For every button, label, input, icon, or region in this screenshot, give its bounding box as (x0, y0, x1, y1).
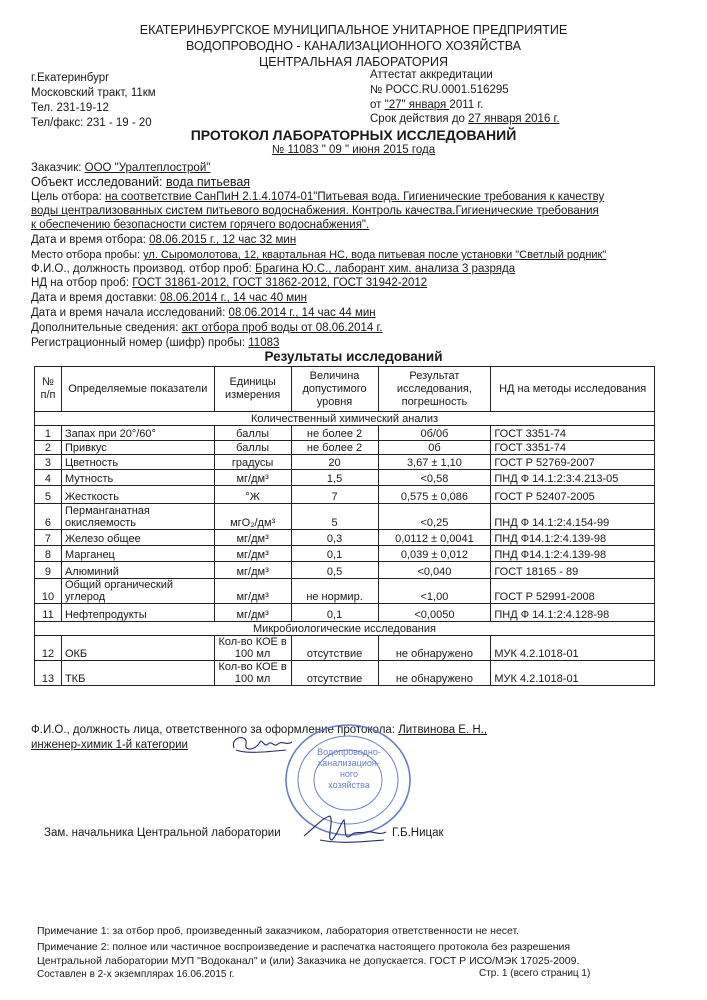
accreditation-date-year: 2011 г. (449, 99, 484, 111)
sample-datetime-label: Дата и время отбора: (31, 234, 150, 246)
indicator-name: Жесткость (61, 486, 214, 504)
results-title: Результаты исследований (264, 349, 443, 364)
row-number: 7 (35, 530, 62, 546)
column-header: Определяемые показатели (61, 367, 214, 412)
customer-value: ООО "Уралтеплострой" (84, 162, 211, 174)
field-registration (31, 336, 279, 350)
column-header: Результат исследования, погрешность (378, 367, 491, 412)
row-number: 4 (35, 470, 62, 486)
indicator-name: Запах при 20°/60° (61, 426, 214, 441)
field-extra (31, 321, 382, 335)
indicator-name: Железо общее (61, 530, 214, 546)
unit-cell: мгО₂/дм³ (214, 504, 291, 530)
method-cell: ГОСТ 3351-74 (491, 441, 655, 455)
limit-cell: не более 2 (291, 426, 378, 441)
accreditation-date-day: "27" (384, 99, 406, 111)
indicator-name: Мутность (61, 470, 214, 486)
org-name-line-3: ЦЕНТРАЛЬНАЯ ЛАБОРАТОРИЯ (259, 55, 448, 69)
unit-cell: мг/дм³ (214, 562, 291, 579)
copies-note: Составлен в 2-х экземплярах 16.06.2015 г. (37, 969, 235, 980)
address-fax: Тел/факс: 231 - 19 - 20 (31, 117, 152, 129)
result-cell: 0б/0б (378, 426, 491, 441)
section-row (35, 622, 655, 636)
method-cell: ГОСТ Р 52991-2008 (491, 579, 655, 604)
extra-value: акт отбора проб воды от 08.06.2014 г. (181, 322, 383, 334)
org-name-line-1: ЕКАТЕРИНБУРГСКОЕ МУНИЦИПАЛЬНОЕ УНИТАРНОЕ ПРЕДПРИЯТИЕ (139, 23, 568, 37)
field-customer (31, 161, 210, 175)
accreditation-validity (370, 112, 560, 126)
unit-cell: баллы (214, 426, 291, 441)
field-start (31, 306, 376, 320)
table-row (35, 661, 655, 686)
indicator-name: Нефтепродукты (61, 604, 214, 622)
registration-value: 11083 (248, 337, 280, 349)
stamp-line-3: ного (339, 769, 359, 779)
indicator-name: ОКБ (61, 636, 214, 661)
sampler-label: Ф.И.О., должность производ. отбор проб: (31, 263, 256, 275)
method-cell: МУК 4.2.1018-01 (491, 636, 655, 661)
protocol-number: № 11083 " 09 " июня 2015 года (271, 144, 436, 156)
table-header-row (35, 367, 655, 412)
result-cell: <0,58 (378, 470, 491, 486)
result-cell: 0б (378, 441, 491, 455)
note-1: Примечание 1: за отбор проб, произведенный заказчиком, лаборатория ответственности не несет. (37, 925, 520, 937)
field-delivery (31, 291, 307, 305)
nd-label: НД на отбор проб: (31, 277, 133, 289)
result-cell: <0,0050 (378, 604, 491, 622)
table-row (35, 636, 655, 661)
field-object (31, 175, 250, 189)
customer-label: Заказчик: (31, 162, 85, 174)
page-number: Стр. 1 (всего страниц 1) (479, 968, 591, 979)
section-row (35, 412, 655, 426)
method-cell: ПНД Ф 14.1:2:4.128-98 (491, 604, 655, 622)
row-number: 5 (35, 486, 62, 504)
purpose-label: Цель отбора: (31, 191, 105, 203)
start-value: 08.06.2014 г., 14 час 44 мин (228, 307, 376, 319)
limit-cell: 0,1 (291, 546, 378, 562)
limit-cell: 0,5 (291, 562, 378, 579)
table-row (35, 441, 655, 455)
row-number: 13 (35, 661, 62, 686)
method-cell: ПНД Ф 14.1:2:4.154-99 (491, 504, 655, 530)
validity-value: 27 января 2016 г. (468, 113, 560, 125)
accreditation-number: № РОСС.RU.0001.516295 (370, 84, 509, 96)
field-purpose (31, 190, 604, 204)
row-number: 12 (35, 636, 62, 661)
method-cell: ГОСТ Р 52769-2007 (491, 455, 655, 470)
unit-cell: Кол-во КОЕ в 100 мл (214, 636, 291, 661)
field-nd (31, 276, 427, 290)
stamp-line-4: хозяйства (328, 780, 370, 790)
nd-value: ГОСТ 31861-2012, ГОСТ 31862-2012, ГОСТ 31942-2012 (132, 277, 428, 289)
method-cell: ПНД Ф14.1:2:4.139-98 (491, 530, 655, 546)
limit-cell: отсутствие (291, 661, 378, 686)
method-cell: ПНД Ф 14.1:2:3:4.213-05 (491, 470, 655, 486)
table-row (35, 504, 655, 530)
indicator-name: Общий органический углерод (61, 579, 214, 604)
indicator-name: Перманганатная окисляемость (61, 504, 214, 530)
signoff-signature (300, 810, 390, 848)
signoff-name: Г.Б.Ницак (392, 827, 444, 839)
extra-label: Дополнительные сведения: (31, 322, 182, 334)
column-header: Единицы измерения (214, 367, 291, 412)
unit-cell: Кол-во КОЕ в 100 мл (214, 661, 291, 686)
delivery-label: Дата и время доставки: (31, 292, 160, 304)
stamp-text (314, 747, 384, 791)
row-number: 6 (35, 504, 62, 530)
signoff-role: Зам. начальника Центральной лаборатории (44, 827, 281, 839)
responsible-position: инженер-химик 1-й категории (31, 739, 188, 751)
result-cell: 0,0112 ± 0,0041 (378, 530, 491, 546)
unit-cell: °Ж (214, 486, 291, 504)
place-value: ул. Сыромолотова, 12, квартальная НС, вода питьевая после установки "Светлый родник" (143, 249, 607, 261)
limit-cell: 0,3 (291, 530, 378, 546)
limit-cell: 0,1 (291, 604, 378, 622)
validity-label: Срок действия до (370, 113, 469, 125)
row-number: 10 (35, 579, 62, 604)
note-2-line-2: Центральной лаборатории МУП "Водоканал" и (или) Заказчика не допускается. ГОСТ Р ИСО/МЭК 17025-2009. (37, 955, 580, 967)
table-row (35, 426, 655, 441)
table-row (35, 579, 655, 604)
field-sample-datetime (31, 233, 296, 247)
address-city: г.Екатеринбург (31, 72, 110, 84)
column-header: № п/п (35, 367, 62, 412)
purpose-line-1: на соответствие СанПиН 2.1.4.1074-01"Питьевая вода. Гигиенические требования к качеству (105, 191, 605, 203)
result-cell: <0,25 (378, 504, 491, 530)
result-cell: 3,67 ± 1,10 (378, 455, 491, 470)
accreditation-label: Аттестат аккредитации (370, 69, 493, 81)
registration-label: Регистрационный номер (шифр) пробы: (31, 337, 249, 349)
accreditation-date-month: января (405, 99, 450, 111)
unit-cell: мг/дм³ (214, 530, 291, 546)
sampler-value: Брагина Ю.С., лаборант хим. анализа 3 разряда (255, 263, 516, 275)
indicator-name: Алюминий (61, 562, 214, 579)
table-row (35, 546, 655, 562)
field-place (31, 248, 606, 262)
accreditation-date (370, 98, 483, 112)
table-row (35, 562, 655, 579)
object-value: вода питьевая (166, 175, 251, 189)
limit-cell: отсутствие (291, 636, 378, 661)
indicator-name: Цветность (61, 455, 214, 470)
result-cell: не обнаружено (378, 636, 491, 661)
row-number: 9 (35, 562, 62, 579)
column-header: Величина допустимого уровня (291, 367, 378, 412)
limit-cell: не более 2 (291, 441, 378, 455)
start-label: Дата и время начала исследований: (31, 307, 229, 319)
table-row (35, 604, 655, 622)
sample-datetime-value: 08.06.2015 г., 12 час 32 мин (149, 234, 297, 246)
result-cell: не обнаружено (378, 661, 491, 686)
unit-cell: мг/дм³ (214, 579, 291, 604)
method-cell: ГОСТ Р 52407-2005 (491, 486, 655, 504)
note-2-line-1: Примечание 2: полное или частичное воспроизведение и распечатка настоящего протокола без разрешения (37, 941, 571, 953)
address-phone: Тел. 231-19-12 (31, 102, 109, 114)
purpose-line-3: к обеспечению безопасности систем горячего водоснабжения". (31, 219, 370, 231)
row-number: 1 (35, 426, 62, 441)
address-street: Московский тракт, 11км (31, 87, 156, 99)
table-row (35, 455, 655, 470)
section-header: Количественный химический анализ (35, 412, 655, 426)
table-row (35, 486, 655, 504)
section-header: Микробиологические исследования (35, 622, 655, 636)
method-cell: ПНД Ф14.1:2:4.139-98 (491, 546, 655, 562)
table-row (35, 530, 655, 546)
purpose-line-2: воды централизованных систем питьевого водоснабжения. Контроль качества.Гигиенические требования (31, 205, 599, 217)
row-number: 3 (35, 455, 62, 470)
org-name-line-2: ВОДОПРОВОДНО - КАНАЛИЗАЦИОННОГО ХОЗЯЙСТВА (186, 39, 521, 53)
stamp-line-1: Водопроводно- (317, 747, 381, 757)
protocol-title: ПРОТОКОЛ ЛАБОРАТОРНЫХ ИССЛЕДОВАНИЙ (190, 127, 517, 143)
field-sampler (31, 262, 515, 276)
limit-cell: не нормир. (291, 579, 378, 604)
unit-cell: мг/дм³ (214, 470, 291, 486)
responsible-name: Литвинова Е. Н., (398, 724, 488, 736)
limit-cell: 1,5 (291, 470, 378, 486)
limit-cell: 7 (291, 486, 378, 504)
limit-cell: 5 (291, 504, 378, 530)
indicator-name: ТКБ (61, 661, 214, 686)
result-cell: <0,040 (378, 562, 491, 579)
unit-cell: градусы (214, 455, 291, 470)
unit-cell: баллы (214, 441, 291, 455)
responsible-label: Ф.И.О., должность лица, ответственного за оформление протокола: (31, 724, 399, 736)
stamp-line-2: канализацион- (318, 758, 380, 768)
results-table-body (35, 412, 655, 686)
delivery-value: 08.06.2014 г., 14 час 40 мин (159, 292, 307, 304)
column-header: НД на методы исследования (491, 367, 655, 412)
result-cell: 0,039 ± 0,012 (378, 546, 491, 562)
object-label: Объект исследований: (31, 175, 167, 189)
limit-cell: 20 (291, 455, 378, 470)
table-row (35, 470, 655, 486)
results-table (34, 366, 655, 686)
row-number: 2 (35, 441, 62, 455)
row-number: 8 (35, 546, 62, 562)
method-cell: ГОСТ 3351-74 (491, 426, 655, 441)
result-cell: <1,00 (378, 579, 491, 604)
accreditation-date-prefix: от (370, 99, 385, 111)
indicator-name: Привкус (61, 441, 214, 455)
row-number: 11 (35, 604, 62, 622)
indicator-name: Марганец (61, 546, 214, 562)
method-cell: ГОСТ 18165 - 89 (491, 562, 655, 579)
place-label: Место отбора пробы: (31, 249, 144, 261)
method-cell: МУК 4.2.1018-01 (491, 661, 655, 686)
unit-cell: мг/дм³ (214, 546, 291, 562)
result-cell: 0,575 ± 0,086 (378, 486, 491, 504)
unit-cell: мг/дм³ (214, 604, 291, 622)
